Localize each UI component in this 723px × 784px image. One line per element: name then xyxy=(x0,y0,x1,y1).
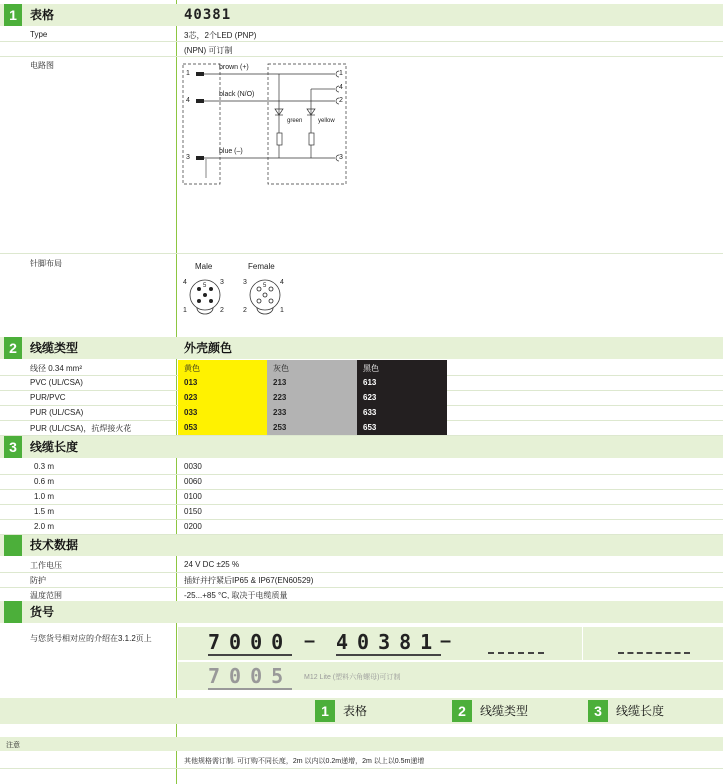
legend-number: 1 xyxy=(315,700,335,722)
cable-row-label: PVC (UL/CSA) xyxy=(30,378,83,387)
notes-text: 其他规格需订制. 可订购不同长度，2m 以内以0.2m递增，2m 以上以0.5m递增 xyxy=(184,758,425,765)
female-pin: 4 xyxy=(280,279,284,286)
order-blank-3[interactable] xyxy=(618,652,690,654)
length-row-code: 0150 xyxy=(184,507,202,516)
gray-cell: 213 xyxy=(267,375,357,390)
black-cell: 653 xyxy=(357,420,447,435)
black-cell: 633 xyxy=(357,405,447,420)
tech-row-label: 温度范围 xyxy=(30,591,62,600)
cable-row-label: 线径 0.34 mm² xyxy=(30,364,83,373)
length-row-label: 1.0 m xyxy=(34,492,55,501)
tech-row-label: 工作电压 xyxy=(30,561,62,570)
part-number: 40381 xyxy=(184,7,232,23)
order-alt-note: M12 Lite (塑料六角螺母)可订制 xyxy=(304,674,401,681)
cable-row-label: PUR (UL/CSA)，抗焊接火花 xyxy=(30,424,132,433)
left-pin-4: 4 xyxy=(186,97,190,104)
led-yellow-label: yellow xyxy=(318,118,335,124)
yellow-cell: 023 xyxy=(178,390,267,405)
female-pin: 3 xyxy=(243,279,247,286)
circuit-label: 电路图 xyxy=(30,61,54,70)
female-label: Female xyxy=(248,262,275,271)
right-pin-4: 4 xyxy=(339,84,343,91)
plug-outline xyxy=(183,64,220,184)
legend-label: 线缆类型 xyxy=(480,704,529,718)
section3-title: 线缆长度 xyxy=(30,440,79,454)
section2-header xyxy=(0,337,723,359)
length-row-label: 0.6 m xyxy=(34,477,55,486)
notes-title: 注意 xyxy=(6,742,20,749)
order-code-alt: 7005 xyxy=(208,664,293,688)
left-pin-3: 3 xyxy=(186,154,190,161)
section2-number: 2 xyxy=(4,337,22,359)
yellow-cell: 黄色 xyxy=(178,360,267,375)
order-intro: 与您货号相对应的介绍在3.1.2页上 xyxy=(30,634,152,643)
section3-number: 3 xyxy=(4,436,22,458)
tech-marker xyxy=(4,535,22,556)
black-cell: 黑色 xyxy=(357,360,447,375)
resistor-icon xyxy=(309,133,314,145)
length-row-code: 0030 xyxy=(184,462,202,471)
led-green-label: green xyxy=(287,118,303,124)
length-row-code: 0060 xyxy=(184,477,202,486)
yellow-cell: 013 xyxy=(178,375,267,390)
tech-row-label: 防护 xyxy=(30,576,46,585)
legend-number: 2 xyxy=(452,700,472,722)
male-pin: 4 xyxy=(183,279,187,286)
column-divider xyxy=(176,0,177,784)
resistor-icon xyxy=(277,133,282,145)
yellow-cell: 033 xyxy=(178,405,267,420)
tech-title: 技术数据 xyxy=(30,538,79,552)
order-blank-2[interactable] xyxy=(488,652,544,654)
type-line1: 3芯，2个LED (PNP) xyxy=(184,31,257,40)
tech-row-value: 24 V DC ±25 % xyxy=(184,560,240,569)
notes-band xyxy=(0,737,723,751)
gray-cell: 233 xyxy=(267,405,357,420)
male-label: Male xyxy=(195,262,213,271)
wire-blue-label: blue (–) xyxy=(219,148,243,155)
right-pin-3: 3 xyxy=(339,154,343,161)
section1-header xyxy=(0,4,723,26)
yellow-cell: 053 xyxy=(178,420,267,435)
order-title: 货号 xyxy=(30,605,55,619)
tech-row-value: -25...+85 °C, 取决于电缆质量 xyxy=(184,591,288,600)
female-pin: 2 xyxy=(243,307,247,314)
order-code-1: 7000 xyxy=(208,630,293,654)
right-pin-2: 2 xyxy=(339,97,343,104)
housing-color-title: 外壳颜色 xyxy=(184,341,233,355)
length-row-label: 2.0 m xyxy=(34,522,55,531)
section2-title: 线缆类型 xyxy=(30,341,79,355)
right-pin-1: 1 xyxy=(339,70,343,77)
male-pin: 2 xyxy=(220,307,224,314)
order-header xyxy=(0,601,723,623)
type-label: Type xyxy=(30,30,48,39)
male-pin: 3 xyxy=(220,279,224,286)
cable-row-label: PUR (UL/CSA) xyxy=(30,408,84,417)
gray-cell: 223 xyxy=(267,390,357,405)
legend-label: 表格 xyxy=(343,704,368,718)
left-pin-1: 1 xyxy=(186,70,190,77)
order-dash-2: – xyxy=(440,630,452,652)
gray-cell: 253 xyxy=(267,420,357,435)
length-row-label: 1.5 m xyxy=(34,507,55,516)
tech-row-value: 插好并拧紧后IP65 & IP67(EN60529) xyxy=(184,576,314,585)
section1-title: 表格 xyxy=(30,8,55,22)
female-pin: 5 xyxy=(263,283,267,289)
type-line2: (NPN) 可订制 xyxy=(184,46,233,55)
cable-row-label: PUR/PVC xyxy=(30,393,66,402)
male-pin: 1 xyxy=(183,307,187,314)
length-row-label: 0.3 m xyxy=(34,462,55,471)
section3-header xyxy=(0,436,723,458)
section1-number: 1 xyxy=(4,4,22,26)
order-code-2: 40381 xyxy=(336,630,442,654)
black-cell: 623 xyxy=(357,390,447,405)
male-pin: 5 xyxy=(203,283,207,289)
length-row-code: 0200 xyxy=(184,522,202,531)
pinout-label: 针脚布局 xyxy=(30,259,62,268)
gray-cell: 灰色 xyxy=(267,360,357,375)
order-dash-1: – xyxy=(304,630,316,652)
socket-outline xyxy=(268,64,346,184)
tech-header xyxy=(0,535,723,556)
female-pin: 1 xyxy=(280,307,284,314)
black-cell: 613 xyxy=(357,375,447,390)
wire-black-label: black (N/O) xyxy=(219,91,255,98)
legend-label: 线缆长度 xyxy=(616,704,665,718)
order-marker xyxy=(4,601,22,623)
length-row-code: 0100 xyxy=(184,492,202,501)
wire-brown-label: brown (+) xyxy=(219,64,249,71)
legend-number: 3 xyxy=(588,700,608,722)
